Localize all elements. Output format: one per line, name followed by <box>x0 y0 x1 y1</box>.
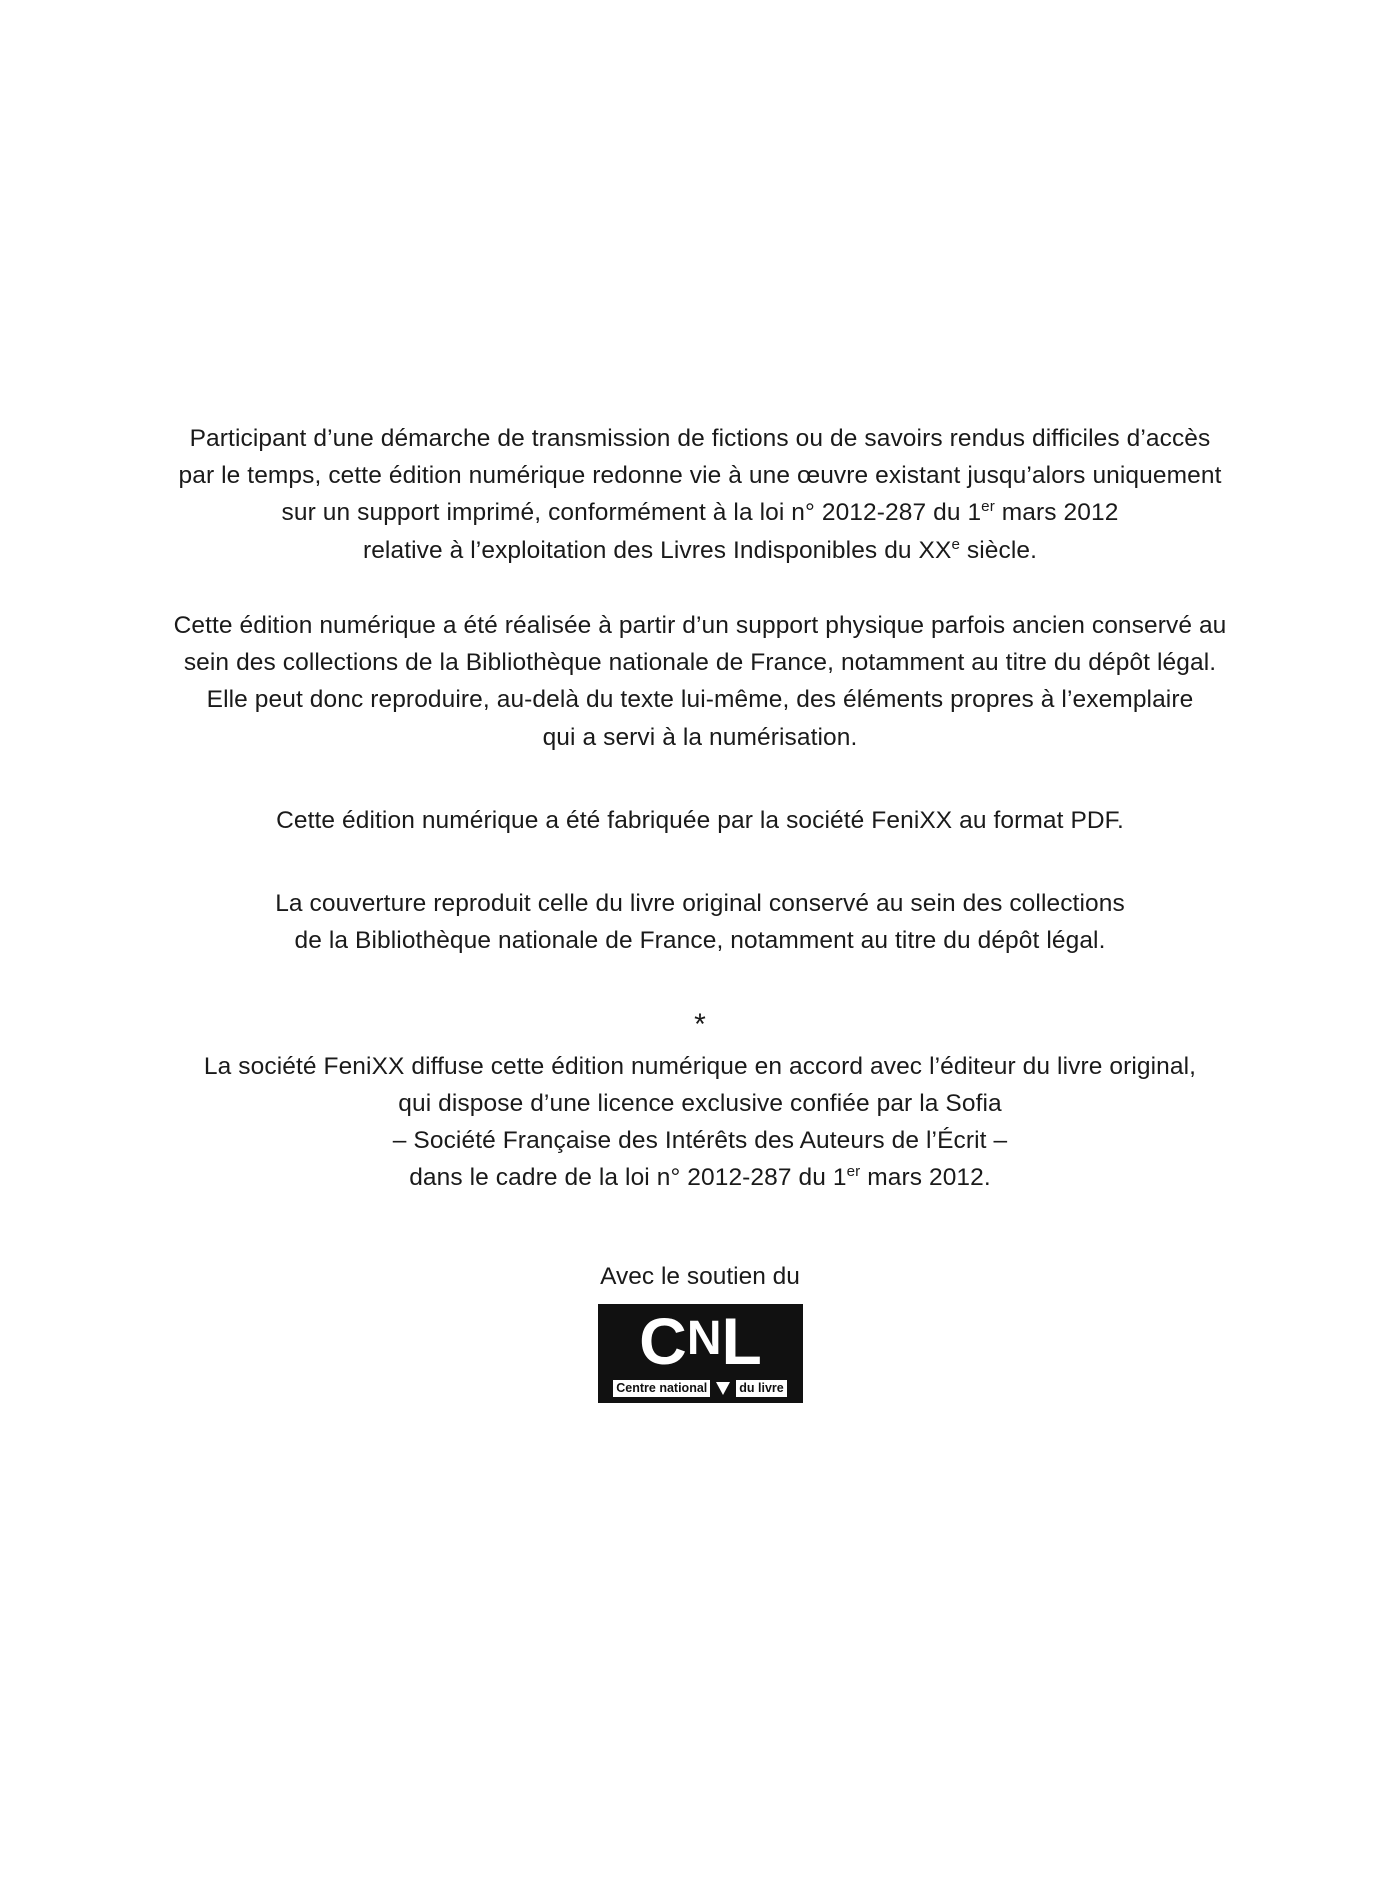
separator-asterisk: * <box>694 1007 706 1041</box>
paragraph-line: La société FeniXX diffuse cette édition numérique en accord avec l’éditeur du livre original, <box>203 1052 1197 1080</box>
paragraph-fabrication <box>140 802 1260 839</box>
line-text-post: mars 2012. <box>860 1164 991 1192</box>
paragraph-line-century <box>363 537 1037 564</box>
paragraph-line: sein des collections de la Bibliothèque nationale de France, notamment au titre du dépôt légal. <box>183 649 1217 677</box>
paragraph-transmission <box>140 420 1260 569</box>
paragraph-line: de la Bibliothèque nationale de France, notamment au titre du dépôt légal. <box>294 927 1106 955</box>
cnl-letter-c: C <box>639 1304 686 1379</box>
paragraph-line-law <box>409 1164 991 1191</box>
paragraph-line: qui a servi à la numérisation. <box>542 723 858 751</box>
cnl-subtitle-left: Centre national <box>613 1380 710 1396</box>
paragraph-line: qui dispose d’une licence exclusive confiée par la Sofia <box>398 1089 1002 1117</box>
cnl-subtitle-right: du livre <box>736 1380 786 1396</box>
paragraph-distribution <box>140 1048 1260 1197</box>
line-text-pre: sur un support imprimé, conformément à la loi n° 2012-287 du 1 <box>281 499 982 527</box>
paragraph-line: Cette édition numérique a été réalisée à partir d’un support physique parfois ancien conservé au <box>173 611 1227 639</box>
paragraph-source-support <box>140 607 1260 756</box>
line-text-pre: dans le cadre de la loi n° 2012-287 du 1 <box>409 1164 847 1192</box>
cnl-logo-letters <box>639 1304 761 1379</box>
legal-notice-block <box>0 420 1400 1403</box>
paragraph-line: par le temps, cette édition numérique redonne vie à une œuvre existant jusqu’alors uniquement <box>178 462 1222 490</box>
cnl-letter-l: L <box>721 1304 761 1379</box>
paragraph-line: Elle peut donc reproduire, au-delà du texte lui-même, des éléments propres à l’exemplaire <box>206 686 1194 714</box>
cnl-letter-n: N <box>686 1312 721 1366</box>
line-text-post: mars 2012 <box>994 499 1119 527</box>
support-section <box>0 1261 1400 1403</box>
superscript-er: er <box>981 498 995 516</box>
paragraph-line-law <box>282 499 1119 526</box>
support-label: Avec le soutien du <box>600 1262 800 1290</box>
paragraph-cover <box>140 885 1260 959</box>
paragraph-line: La couverture reproduit celle du livre original conservé au sein des collections <box>275 890 1125 918</box>
cnl-triangle-icon <box>716 1382 730 1395</box>
superscript-e: e <box>951 535 960 553</box>
line-text-pre: relative à l’exploitation des Livres Indisponibles du XX <box>362 536 952 564</box>
cnl-logo-letters-row <box>598 1304 803 1378</box>
paragraph-line: Participant d’une démarche de transmission de fictions ou de savoirs rendus difficiles d’accès <box>189 425 1211 452</box>
cnl-logo <box>598 1304 803 1402</box>
line-text-post: siècle. <box>959 536 1038 564</box>
paragraph-line: Cette édition numérique a été fabriquée par la société FeniXX au format PDF. <box>276 806 1124 834</box>
paragraph-line: – Société Française des Intérêts des Auteurs de l’Écrit – <box>392 1127 1008 1155</box>
superscript-er: er <box>846 1163 861 1181</box>
cnl-logo-subtitle-row <box>598 1378 803 1402</box>
